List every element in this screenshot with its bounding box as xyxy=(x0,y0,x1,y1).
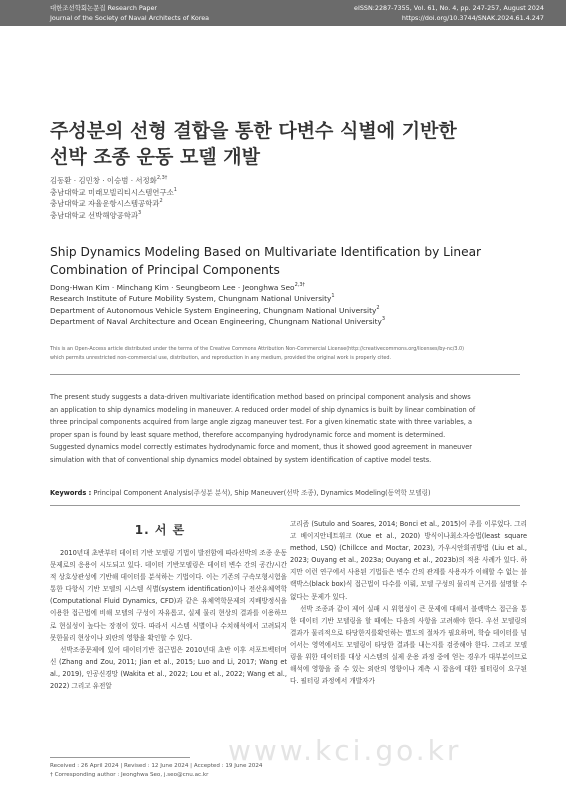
corresponding-author: † Corresponding author : Jeonghwa Seo, j.seo@cnu.ac.kr xyxy=(50,772,209,778)
footnotes xyxy=(50,762,262,780)
right-paragraph-1: 고리즘 (Sutulo and Soares, 2014; Bonci et al., 2015)이 주를 이루었다. 그리고 베이지안네트워크 (Xue et al., 2020) 방식이나최소자승법(least square method, LSQ) (Chillcce and Moctar, 2023), 가우시안회귀방법 (Liu et al., 2023; Ouyang et al., 2023a; Ouyang et al., 2023b)의 적용 사례가 있다. 하지만 이런 연구에서 사용된 기법들은 변수 간의 관계를 사용자가 이해할 수 없는 블랙박스(black box)식 접근법이 다수를 이뤄, 모델 구성의 물리적 근거를 설명할 수 없다는 문제가 있다. xyxy=(290,520,528,601)
header-right xyxy=(354,3,544,23)
received-dates: Received : 26 April 2024 | Revised : 12 June 2024 | Accepted : 19 June 2024 xyxy=(50,763,263,769)
journal-header-bar xyxy=(0,0,566,26)
divider-bottom xyxy=(50,505,520,506)
abstract-line: proper span is found by least square method, therefore accompanying hydrodynamic force and moment is determined. xyxy=(50,430,446,439)
title-kr-line-1: 주성분의 선형 결합을 통한 다변수 식별에 기반한 xyxy=(50,120,457,142)
affiliation-en-1: Research Institute of Future Mobility System, Chungnam National University$^1$ xyxy=(50,293,335,304)
right-paragraph-2: 선박 조종과 같이 제어 실패 시 위험성이 큰 문제에 대해서 블랙박스 접근을 통한 데이터 기반 모델링을 할 때에는 다음의 사항을 고려해야 한다. 우선 모델링의 결과가 물리적으로 타당한지를확인하는 별도의 절차가 필요하며, 학습 데이터를 넘어서는 영역에서도 모델링이 타당한 결과를 내는지를 검증해야 한다. 그리고 모델링을 위한 데이터를 대상 시스템의 실제 운용 과정 중에 얻는 경우가 대부분이므로 해석에 영향을 줄 수 있는 외란의 영향이나 계측 시 잡음에 대한 필터링이 요구된다. 필터링 과정에서 개발자가 xyxy=(290,604,527,686)
license-notice xyxy=(50,345,550,363)
affiliation-kr-3: 충남대학교 선박해양공학과$^3$ xyxy=(50,209,142,220)
body-right-column xyxy=(290,518,527,687)
affiliation-en-3: Department of Naval Architecture and Ocean Engineering, Chungnam National University$^3$ xyxy=(50,316,386,327)
issn-line: eISSN:2287-7355, Vol. 61, No. 4, pp. 247-257, August 2024 xyxy=(354,4,544,12)
authors-kr: 김동환 · 김민창 · 이승범 · 서정화$^{2,3\dagger}$ xyxy=(50,175,168,185)
authors-en-block xyxy=(50,282,385,328)
journal-name-en: Journal of the Society of Naval Architects of Korea xyxy=(50,14,210,22)
abstract-line: three principal components acquired from large angle zigzag maneuver test. For a given kinematic state with three variables, a xyxy=(50,418,473,427)
paper-title-en xyxy=(50,244,530,279)
affiliation-kr-2: 충남대학교 자율운항시스템공학과$^2$ xyxy=(50,198,163,209)
left-paragraph-1: 2010년대 초반부터 데이터 기반 모델링 기법이 발전함에 따라선박의 조종 운동 문제로의 응용이 시도되고 있다. 데이터 기반모델링은 데이터 변수 간의 공간/시간적 상호상관성에 기반해 데이터를 분석하는 기법이다. 이는 기존의 구속모형시험을 통한 다항식 기반 모델의 시스템 식별(system identification)이나 전산유체역학(Computational Fluid Dynamics, CFD)과 같은 유체역학문제의 지배방정식을 이용한 접근법에 비해 모델의 구성이 자유롭고, 실제 물리 현상의 결과를 이용하므로 현실성이 높다는 장점이 있다. 따라서 시스템 식별이나 수치해석에서 고려되지 못한물리 현상이나 외란의 영향을 확인할 수 있다. xyxy=(50,549,288,642)
abstract-line: The present study suggests a data-driven multivariate identification method based on principal component analysis and shows xyxy=(50,393,471,401)
keywords-label: Keywords : xyxy=(50,489,92,497)
kci-watermark: www.kci.go.kr xyxy=(228,734,462,767)
license-line-2: which permits unrestricted non-commercial use, distribution, and reproduction in any medium, provided the original work is properly cited. xyxy=(50,355,392,361)
affiliation-en-2: Department of Autonomous Vehicle System Engineering, Chungnam National University$^2$ xyxy=(50,304,380,315)
abstract xyxy=(50,391,520,467)
header-left xyxy=(50,3,209,23)
title-en-line-2: Combination of Principal Components xyxy=(50,262,280,277)
abstract-line: simulation with that of conventional ship dynamics model obtained by system identification of captive model tests. xyxy=(50,455,432,464)
title-en-line-1: Ship Dynamics Modeling Based on Multivariate Identification by Linear xyxy=(50,245,482,259)
body-left-column xyxy=(50,547,287,692)
keywords-text: Principal Component Analysis(주성분 분석), Ship Maneuver(선박 조종), Dynamics Modeling(동역학 모델링) xyxy=(93,489,431,497)
abstract-line: an application to ship dynamics modeling in maneuver. A reduced order model of ship dynamics is built by linear combination of xyxy=(50,405,476,414)
journal-name-kr: 대한조선학회논문집 Research Paper xyxy=(50,4,158,12)
authors-kr-block xyxy=(50,175,177,221)
authors-en: Dong-Hwan Kim · Minchang Kim · Seungbeom Lee · Jeonghwa Seo$^{2,3\dagger}$ xyxy=(50,282,306,292)
abstract-line: Suggested dynamics model correctly estimates hydrodynamic force and moment, thus it showed good agreement in maneuver xyxy=(50,443,473,452)
footnote-rule xyxy=(50,757,190,758)
divider-top xyxy=(50,374,520,375)
doi-link[interactable]: https://doi.org/10.3744/SNAK.2024.61.4.247 xyxy=(401,14,544,22)
keywords xyxy=(50,487,431,497)
section-heading: 1. 서 론 xyxy=(134,523,186,537)
license-line-1: This is an Open-Access article distributed under the terms of the Creative Commons Attribution Non-Commercial License(http://creativecommons.org/licenses/by-nc/3.0) xyxy=(50,346,465,352)
paper-title-kr xyxy=(50,118,530,170)
title-kr-line-2: 선박 조종 운동 모델 개발 xyxy=(50,146,260,168)
left-paragraph-2: 선박조종문제에 있어 데이터기반 접근법은 2010년대 초반 이후 서포트벡터머신 (Zhang and Zou, 2011; Jian et al., 2015; Luo and Li, 2017; Wang et al., 2019), 인공신경망 (Wakita et al., 2022; Lou et al., 2022; Wang et al., 2022) 그리고 유전알 xyxy=(50,645,288,691)
affiliation-kr-1: 충남대학교 미래모빌리티시스템연구소$^1$ xyxy=(50,186,177,197)
